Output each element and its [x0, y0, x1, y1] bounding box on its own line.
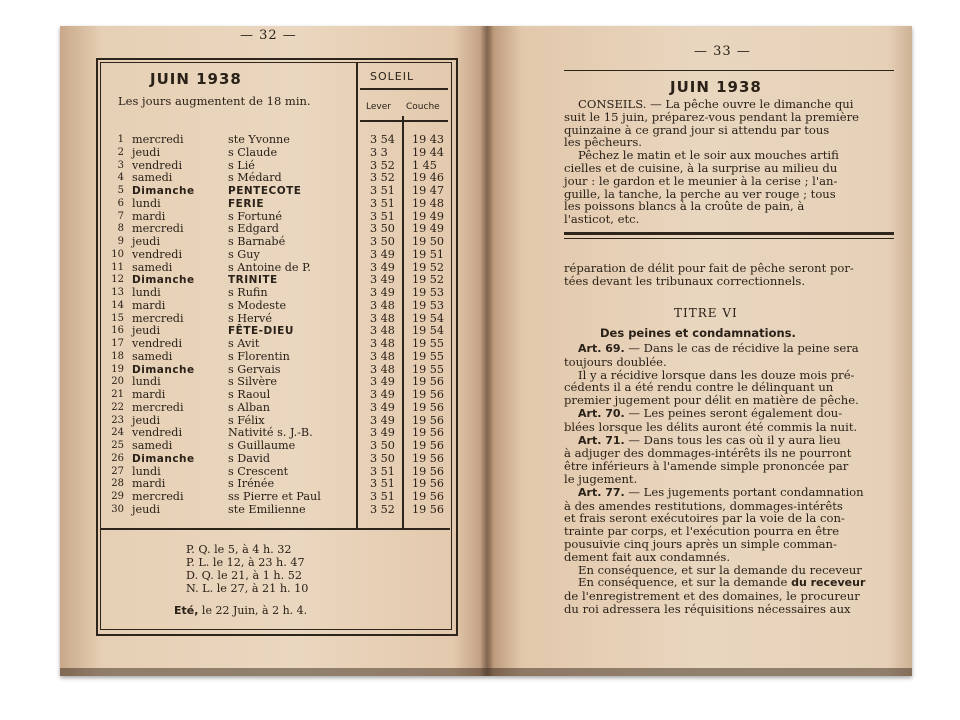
sunset-time: 19 46	[412, 171, 445, 185]
text-line: réparation de délit pour fait de pêche seront por-	[564, 261, 854, 275]
sunrise-time: 3 48	[370, 349, 395, 363]
sunrise-time: 3 49	[370, 247, 395, 261]
moon-phase: P. Q. le 5, à 4 h. 32	[186, 543, 292, 556]
weekday: samedi	[132, 260, 173, 274]
weekday: vendredi	[132, 247, 183, 261]
weekday: Dimanche	[132, 363, 195, 376]
day-number: 9	[117, 236, 124, 247]
day-number: 13	[111, 287, 124, 298]
sunset-time: 19 52	[412, 260, 445, 274]
text-line: trainte par corps, et l'exécution pourra en être	[564, 524, 840, 539]
article-label: Art. 71.	[578, 433, 625, 447]
sunrise-time: 3 48	[370, 298, 395, 312]
weekday: lundi	[132, 196, 161, 210]
article-label: Art. 77.	[578, 485, 625, 499]
sunset-time: 19 44	[412, 145, 445, 159]
article-label: Art. 69.	[578, 342, 625, 355]
reparation-paragraph	[564, 262, 892, 288]
day-number: 19	[111, 363, 124, 375]
saint-name: s Raoul	[228, 388, 271, 401]
text-line: cédents il a été rendu contre le délinquant un	[564, 380, 834, 395]
book-gutter	[480, 26, 494, 676]
article-77	[564, 486, 892, 500]
weekday: mercredi	[132, 133, 184, 146]
saint-name: s Félix	[228, 413, 265, 427]
day-number: 20	[111, 376, 124, 388]
saint-name: s Gervais	[228, 362, 281, 376]
article-71	[564, 434, 892, 448]
column-divider	[402, 116, 404, 528]
weekday: mercredi	[132, 490, 184, 503]
text-line: être inférieurs à l'amende simple prononcée par	[564, 459, 849, 474]
weekday: vendredi	[132, 426, 183, 440]
sunrise-time: 3 50	[370, 235, 395, 248]
saint-name: s Alban	[228, 400, 270, 414]
sunrise-time: 3 49	[370, 388, 395, 401]
section-title: Des peines et condamnations.	[600, 326, 796, 340]
saint-name: s Fortuné	[228, 209, 283, 223]
sunrise-time: 3 49	[370, 413, 395, 427]
article-69	[564, 342, 892, 356]
sunset-time: 19 56	[412, 439, 445, 452]
soleil-header: SOLEIL	[370, 70, 415, 83]
sunrise-time: 3 50	[370, 451, 395, 465]
text-line: — Dans tous les cas où il y aura lieu	[628, 432, 841, 447]
text-line: CONSEILS. — La pêche ouvre le dimanche qui	[578, 97, 854, 111]
moon-phase: P. L. le 12, à 23 h. 47	[186, 556, 305, 569]
right-page	[488, 26, 912, 676]
saint-name: FÊTE-DIEU	[228, 325, 294, 338]
text-line: et frais seront exécutoires par la voie de la con-	[564, 511, 845, 526]
sunset-time: 19 54	[412, 311, 445, 325]
saint-name: s Irénée	[228, 477, 275, 491]
text-line: En conséquence, et sur la demande du receveur	[578, 562, 862, 577]
day-number: 5	[117, 185, 124, 196]
section-divider	[564, 232, 894, 235]
column-divider	[356, 62, 358, 528]
table-bottom-rule	[100, 528, 450, 530]
weekday: jeudi	[132, 235, 161, 248]
text-line: guille, la tanche, la perche au ver rouge ; tous	[564, 186, 836, 201]
sunset-time: 19 56	[412, 413, 445, 427]
saint-name: s Hervé	[228, 311, 272, 325]
articles-block	[564, 342, 892, 616]
text-line: à adjuger des dommages-intérêts ils ne pourront	[564, 446, 852, 461]
sunset-time: 19 55	[412, 362, 445, 376]
day-number: 23	[111, 414, 124, 426]
day-number: 15	[111, 312, 124, 324]
text-line: toujours doublée.	[564, 354, 667, 369]
sunrise-time: 3 49	[370, 400, 395, 414]
weekday: samedi	[132, 171, 173, 185]
text-line: pousuivie cinq jours après un simple comman-	[564, 536, 837, 551]
ete-text: le 22 Juin, à 2 h. 4.	[201, 604, 308, 617]
page-number: — 32 —	[240, 28, 297, 43]
summer-solstice	[174, 604, 307, 617]
sunset-time: 19 56	[412, 375, 445, 389]
sunset-time: 19 56	[412, 502, 445, 516]
moon-phase: N. L. le 27, à 21 h. 10	[186, 582, 309, 595]
text-line: quinzaine à ce grand jour si attendu par tous	[564, 122, 830, 137]
sunset-time: 19 55	[412, 337, 445, 350]
sunrise-time: 3 52	[370, 502, 395, 516]
final-line	[564, 576, 892, 590]
saint-name: PENTECOTE	[228, 185, 302, 197]
saint-name: s Florentin	[228, 349, 290, 363]
weekday: mardi	[132, 388, 166, 401]
sunset-time: 1 45	[412, 158, 437, 172]
weekday: mercredi	[132, 400, 184, 414]
page-number: — 33 —	[694, 44, 751, 59]
saint-name: Nativité s. J.-B.	[228, 426, 313, 440]
top-rule	[564, 70, 894, 71]
text-line: blées lorsque les délits auront été commis la nuit.	[564, 419, 858, 434]
text-line: de l'enregistrement et des domaines, le procureur	[564, 589, 860, 604]
weekday: Dimanche	[132, 274, 195, 287]
day-number: 4	[117, 172, 124, 184]
text-line: les pêcheurs.	[564, 135, 642, 150]
saint-name: s Guillaume	[228, 439, 296, 452]
sunrise-time: 3 51	[370, 184, 395, 197]
sunset-time: 19 56	[412, 464, 445, 478]
sunrise-time: 3 48	[370, 337, 395, 350]
sunrise-time: 3 48	[370, 311, 395, 325]
text-line: — Les jugements portant condamnation	[628, 484, 864, 499]
weekday: vendredi	[132, 337, 183, 350]
sunrise-time: 3 49	[370, 260, 395, 274]
weekday: samedi	[132, 349, 173, 363]
day-number: 14	[111, 299, 124, 311]
day-number: 28	[111, 478, 124, 490]
text-line: l'asticot, etc.	[564, 212, 640, 227]
saint-name: ste Yvonne	[228, 133, 290, 146]
ete-label: Eté,	[174, 604, 199, 617]
sunset-time: 19 56	[412, 426, 445, 440]
day-number: 16	[111, 325, 124, 337]
sunset-time: 19 50	[412, 235, 445, 248]
sunrise-time: 3 49	[370, 375, 395, 389]
day-number: 29	[111, 491, 124, 502]
saint-name: s Silvère	[228, 375, 278, 389]
sunset-time: 19 53	[412, 298, 445, 312]
weekday: jeudi	[132, 502, 161, 516]
sunset-time: 19 53	[412, 286, 445, 299]
day-number: 30	[111, 503, 124, 515]
sunrise-time: 3 51	[370, 196, 395, 210]
sunrise-time: 3 52	[370, 171, 395, 185]
sunrise-time: 3 51	[370, 464, 395, 478]
page-edge-shadow	[60, 668, 912, 676]
day-number: 11	[111, 261, 124, 273]
sunrise-time: 3 51	[370, 490, 395, 503]
day-number: 8	[117, 223, 124, 235]
sunrise-time: 3 54	[370, 133, 395, 146]
day-number: 21	[111, 389, 124, 400]
saint-name: s Lié	[228, 158, 255, 172]
weekday: mercredi	[132, 222, 184, 236]
sunset-time: 19 43	[412, 133, 445, 146]
day-number: 1	[117, 134, 124, 145]
saint-name: s Barnabé	[228, 235, 286, 248]
weekday: lundi	[132, 375, 161, 389]
titre-heading: TITRE VI	[674, 306, 738, 320]
text-line: du roi adressera les réquisitions nécessaires aux	[564, 601, 851, 616]
day-number: 6	[117, 197, 124, 209]
sunset-time: 19 56	[412, 400, 445, 414]
saint-name: s David	[228, 451, 270, 465]
sunset-time: 19 47	[412, 184, 445, 197]
day-number: 26	[111, 452, 124, 464]
open-booklet	[60, 26, 912, 676]
sunset-time: 19 56	[412, 490, 445, 503]
saint-name: s Médard	[228, 171, 282, 185]
sunset-time: 19 48	[412, 196, 445, 210]
sunrise-time: 3 51	[370, 477, 395, 491]
text-line: Il y a récidive lorsque dans les douze mois pré-	[578, 367, 855, 382]
day-number: 25	[111, 440, 124, 451]
left-page	[60, 26, 488, 676]
weekday: Dimanche	[132, 452, 195, 465]
saint-name: s Rufin	[228, 286, 268, 299]
sunrise-time: 3 49	[370, 286, 395, 299]
saint-name: s Avit	[228, 337, 260, 350]
text-line: — Les peines seront également dou-	[628, 405, 843, 420]
day-number: 3	[117, 159, 124, 171]
day-number: 12	[111, 274, 124, 286]
month-title: JUIN 1938	[670, 78, 762, 96]
article-label: Art. 70.	[578, 406, 625, 420]
sunset-time: 19 56	[412, 477, 445, 491]
text-line: En conséquence, et sur la demande	[578, 575, 788, 590]
subtitle: Les jours augmentent de 18 min.	[118, 94, 311, 108]
weekday: mardi	[132, 209, 166, 223]
text-line: tées devant les tribunaux correctionnels.	[564, 273, 806, 288]
day-number: 10	[111, 248, 124, 260]
text-line: — Dans le cas de récidive la peine sera	[628, 341, 859, 355]
sunset-time: 19 56	[412, 451, 445, 465]
weekday: vendredi	[132, 158, 183, 172]
weekday: mardi	[132, 298, 166, 312]
weekday: lundi	[132, 286, 161, 299]
weekday: jeudi	[132, 145, 161, 159]
text-line: jour : le gardon et le meunier à la cerise ; l'an-	[564, 173, 838, 188]
sunset-time: 19 56	[412, 388, 445, 401]
day-number: 22	[111, 401, 124, 413]
day-number: 17	[111, 338, 124, 349]
weekday: jeudi	[132, 324, 161, 338]
lever-header: Lever	[366, 102, 391, 112]
sunrise-time: 3 48	[370, 324, 395, 338]
text-line: les poissons blancs à la croûte de pain, à	[564, 199, 805, 214]
weekday: Dimanche	[132, 185, 195, 197]
text-line: premier jugement pour délit en matière de pêche.	[564, 393, 859, 408]
sunrise-time: 3 50	[370, 439, 395, 452]
sunset-time: 19 54	[412, 324, 445, 338]
article-70	[564, 407, 892, 421]
sunrise-time: 3 49	[370, 426, 395, 440]
conseils-paragraph	[564, 98, 892, 226]
sunrise-time: 3 50	[370, 222, 395, 236]
saint-name: ste Emilienne	[228, 502, 306, 516]
day-number: 24	[111, 427, 124, 439]
saint-name: s Claude	[228, 145, 278, 159]
sunset-time: 19 49	[412, 222, 445, 236]
header-rule	[360, 88, 448, 90]
saint-name: ss Pierre et Paul	[228, 490, 321, 503]
text-line: Pêchez le matin et le soir aux mouches artifi	[578, 148, 839, 163]
saint-name: s Modeste	[228, 298, 287, 312]
text-line: suit le 15 juin, préparez-vous pendant la première	[564, 109, 859, 124]
sunrise-time: 3 49	[370, 273, 395, 287]
day-number: 27	[111, 465, 124, 477]
saint-name: s Antoine de P.	[228, 260, 311, 274]
coucher-header: Couche	[406, 102, 440, 112]
sunset-time: 19 52	[412, 273, 445, 287]
text-line: du receveur	[791, 576, 866, 590]
text-line: cielles et de cuisine, à la surprise au milieu du	[564, 160, 838, 175]
saint-name: TRINITE	[228, 274, 278, 287]
text-line: le jugement.	[564, 471, 638, 486]
moon-phase: D. Q. le 21, à 1 h. 52	[186, 569, 302, 582]
text-line: dement fait aux condamnés.	[564, 549, 731, 564]
weekday: mardi	[132, 477, 166, 491]
text-line: à des amendes restitutions, dommages-intérêts	[564, 498, 843, 513]
weekday: jeudi	[132, 413, 161, 427]
day-number: 2	[117, 146, 124, 158]
sunset-time: 19 51	[412, 247, 445, 261]
weekday: samedi	[132, 439, 173, 452]
day-number: 18	[111, 350, 124, 362]
saint-name: FERIE	[228, 197, 265, 210]
saint-name: s Edgard	[228, 222, 279, 236]
saint-name: s Guy	[228, 247, 260, 261]
sunrise-time: 3 3	[370, 145, 388, 159]
header-rule	[360, 120, 448, 122]
weekday: mercredi	[132, 311, 184, 325]
section-divider	[564, 238, 894, 239]
sunset-time: 19 49	[412, 209, 445, 223]
saint-name: s Crescent	[228, 464, 289, 478]
day-number: 7	[117, 210, 124, 222]
month-title: JUIN 1938	[150, 70, 242, 88]
sunset-time: 19 55	[412, 349, 445, 363]
sunrise-time: 3 52	[370, 158, 395, 172]
sunrise-time: 3 48	[370, 362, 395, 376]
weekday: lundi	[132, 464, 161, 478]
sunrise-time: 3 51	[370, 209, 395, 223]
